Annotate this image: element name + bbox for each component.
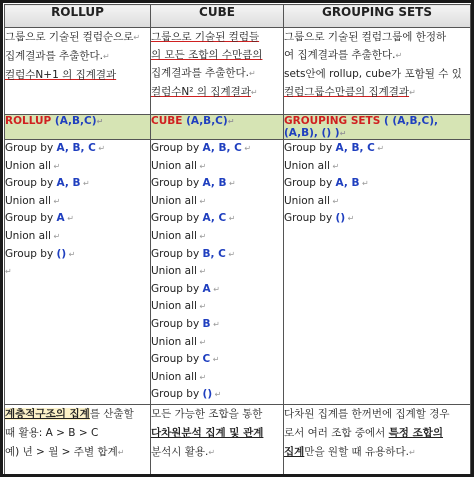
code-keyword: A, B, C [202, 142, 242, 154]
rollup-line-list [5, 140, 150, 281]
paragraph-mark-icon: ↵ [50, 161, 61, 171]
desc-line: 컬럼수N+1 의 집계결과 [5, 69, 117, 81]
comparison-table [4, 4, 471, 474]
code-keyword: C [202, 353, 211, 366]
code-text: Group by [151, 282, 203, 295]
code-text: Group by [5, 247, 57, 260]
code-keyword: () [202, 388, 213, 401]
code-line [151, 210, 283, 228]
code-line [284, 193, 470, 211]
paragraph-mark-icon: ↵ [226, 214, 236, 224]
code-text: Union all [151, 370, 197, 383]
desc-line: sets안에 rollup, cube가 포함될 수 있 [284, 68, 462, 80]
grouping-sets-syntax: GROUPING SETS ( (A,B,C), (A,B), () )↵ [284, 115, 471, 140]
code-line [284, 175, 470, 193]
paragraph-mark-icon: ↵ [196, 337, 207, 347]
code-line [151, 193, 283, 211]
code-keyword: B [202, 317, 211, 330]
header-row [5, 5, 471, 28]
code-keyword: A, B [202, 177, 227, 190]
paragraph-mark-icon: ↵ [359, 179, 369, 189]
code-line [151, 246, 283, 264]
syntax-row [5, 115, 471, 140]
code-line [151, 298, 283, 316]
cube-expansion [151, 140, 284, 405]
expansion-row [5, 140, 471, 405]
code-keyword: A, B, C [56, 142, 96, 154]
usage-line: 예) 년 > 월 > 주별 합계↵ [5, 445, 125, 458]
paragraph-mark-icon: ↵ [226, 179, 236, 189]
cube-description [151, 28, 284, 115]
code-keyword: A [202, 282, 211, 295]
code-text: Union all [151, 159, 197, 172]
code-line [5, 175, 150, 193]
paragraph-mark-icon: ↵ [196, 231, 207, 241]
desc-line: 컬럼그룹수만큼의 집계결과↵ [284, 86, 416, 98]
code-line [151, 281, 283, 299]
paragraph-mark-icon: ↵ [5, 267, 12, 277]
usage-line: 때 활용: A > B > C [5, 426, 99, 439]
rollup-usage [5, 404, 151, 474]
code-keyword: A, B, C [335, 142, 375, 154]
rollup-syntax: ROLLUP (A,B,C)↵ [5, 115, 151, 140]
paragraph-mark-icon: ↵ [196, 302, 207, 312]
desc-line: 여 집계결과를 추출한다.↵ [284, 49, 403, 61]
code-text: Group by [151, 247, 203, 260]
desc-line: 그룹으로 기술된 컬럼들 [151, 31, 260, 43]
code-text: Group by [284, 212, 336, 225]
code-line [151, 228, 283, 246]
code-line [5, 193, 150, 211]
code-text: Union all [151, 265, 197, 278]
paragraph-mark-icon: ↵ [345, 214, 355, 224]
code-line [151, 351, 283, 369]
usage-line: 다차원 집계를 한꺼번에 집계할 경우 [284, 407, 450, 420]
desc-line: 집계결과를 추출한다.↵ [5, 50, 110, 62]
paragraph-mark-icon: ↵ [374, 144, 385, 153]
code-text: Group by [151, 388, 203, 401]
paragraph-mark-icon: ↵ [196, 372, 207, 382]
paragraph-mark-icon: ↵ [210, 284, 220, 294]
paragraph-mark-icon: ↵ [225, 249, 236, 259]
code-line [5, 246, 150, 264]
paragraph-mark-icon: ↵ [329, 161, 340, 171]
desc-line: 컬럼수N² 의 집계결과↵ [151, 86, 258, 98]
code-keyword: () [335, 212, 346, 225]
paragraph-mark-icon: ↵ [212, 390, 222, 400]
code-text: Union all [151, 229, 197, 242]
code-text: Group by [151, 142, 203, 154]
code-text: Group by [284, 142, 336, 154]
code-text: Group by [284, 177, 336, 190]
usage-line: 모든 가능한 조합을 통한 [151, 407, 263, 420]
code-line [5, 158, 150, 176]
code-text: Union all [284, 194, 330, 207]
cube-usage [151, 404, 284, 474]
paragraph-mark-icon: ↵ [210, 355, 220, 365]
paragraph-mark-icon: ↵ [329, 196, 340, 206]
usage-line: 계층적구조의 집계를 산출할 [5, 407, 134, 420]
code-text: Union all [151, 335, 197, 348]
paragraph-mark-icon: ↵ [196, 267, 207, 277]
grouping-sets-expansion [284, 140, 471, 405]
grouping-sets-description [284, 28, 471, 115]
paragraph-mark-icon: ↵ [95, 144, 106, 153]
code-text: Union all [5, 194, 51, 207]
code-line [284, 210, 470, 228]
paragraph-mark-icon: ↵ [64, 214, 74, 224]
paragraph-mark-icon: ↵ [196, 161, 207, 171]
paragraph-mark-icon: ↵ [50, 196, 61, 206]
code-line [151, 140, 283, 158]
code-text: Group by [5, 142, 57, 154]
usage-line: 다차원분석 집계 및 관계 [151, 426, 264, 439]
code-keyword: A, B [335, 177, 360, 190]
col-header-grouping-sets: GROUPING SETS [284, 5, 471, 28]
usage-line: 로서 여러 조합 중에서 특정 조합의 [284, 426, 444, 439]
grouping-sets-line-list [284, 140, 470, 228]
rollup-description [5, 28, 151, 115]
code-keyword: A [56, 212, 65, 225]
code-text: Union all [5, 229, 51, 242]
document-area [3, 3, 471, 474]
paragraph-mark-icon: ↵ [50, 231, 61, 241]
code-keyword: B, C [202, 247, 226, 260]
cube-syntax: CUBE (A,B,C)↵ [151, 115, 284, 140]
code-text: Union all [284, 159, 330, 172]
code-line [5, 263, 150, 281]
usage-line: 분석시 활용.↵ [151, 445, 216, 458]
paragraph-mark-icon: ↵ [80, 179, 90, 189]
col-header-cube: CUBE [151, 5, 284, 28]
paragraph-mark-icon: ↵ [210, 319, 220, 329]
code-text: Group by [151, 212, 203, 225]
code-text: Union all [151, 300, 197, 313]
grouping-sets-usage [284, 404, 471, 474]
desc-line: 그룹으로 기술된 컬럼순으로↵ [5, 31, 141, 43]
code-line [151, 369, 283, 387]
code-line [151, 316, 283, 334]
code-line [5, 210, 150, 228]
usage-row [5, 404, 471, 474]
code-line [5, 228, 150, 246]
code-text: Group by [151, 177, 203, 190]
code-keyword: A, C [202, 212, 227, 225]
desc-line: 의 모든 조합의 수만큼의 [151, 49, 263, 61]
code-text: Union all [151, 194, 197, 207]
code-text: Group by [5, 177, 57, 190]
code-line [151, 158, 283, 176]
usage-line: 집계만을 원할 때 유용하다.↵ [284, 445, 416, 458]
code-line [151, 263, 283, 281]
code-text: Group by [151, 317, 203, 330]
code-keyword: A, B [56, 177, 81, 190]
description-row [5, 28, 471, 115]
paragraph-mark-icon: ↵ [196, 196, 207, 206]
code-line [151, 334, 283, 352]
code-text: Group by [5, 212, 57, 225]
col-header-rollup: ROLLUP [5, 5, 151, 28]
code-line [284, 140, 470, 158]
code-keyword: () [56, 247, 67, 260]
rollup-expansion [5, 140, 151, 405]
paragraph-mark-icon: ↵ [241, 144, 252, 153]
paragraph-mark-icon: ↵ [66, 249, 76, 259]
code-line [151, 386, 283, 404]
desc-line: 집계결과를 추출한다.↵ [151, 67, 256, 79]
code-text: Group by [151, 353, 203, 366]
cube-line-list [151, 140, 283, 404]
code-line [151, 175, 283, 193]
code-line [284, 158, 470, 176]
desc-line: 그룹으로 기술된 컬럼그룹에 한정하 [284, 31, 447, 43]
code-text: Union all [5, 159, 51, 172]
code-line [5, 140, 150, 158]
